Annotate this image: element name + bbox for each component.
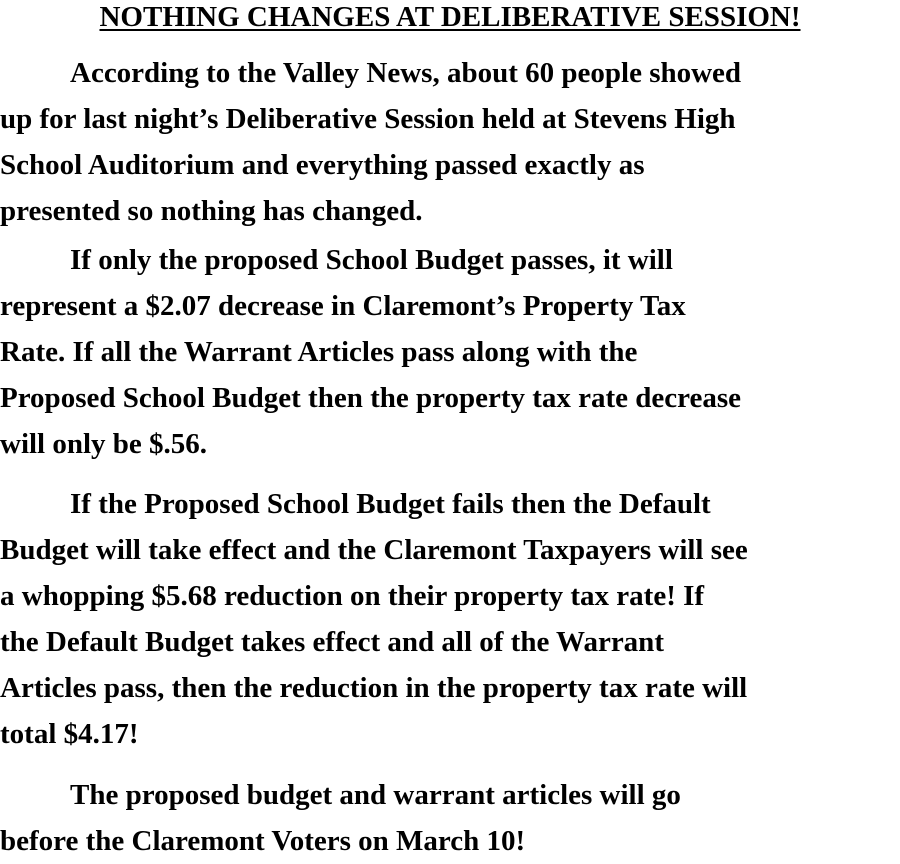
paragraph-line: presented so nothing has changed.	[0, 195, 423, 227]
paragraph-line: If only the proposed School Budget passes, it will	[70, 244, 673, 276]
paragraph-line: According to the Valley News, about 60 people showed	[70, 57, 742, 89]
headline: NOTHING CHANGES AT DELIBERATIVE SESSION!	[99, 1, 801, 33]
paragraph-line: represent a $2.07 decrease in Claremont’s Property Tax	[0, 290, 686, 322]
paragraph-line: Rate. If all the Warrant Articles pass along with the	[0, 336, 638, 368]
paragraph-line: Proposed School Budget then the property tax rate decrease	[0, 382, 742, 414]
paragraph-line: School Auditorium and everything passed exactly as	[0, 149, 645, 181]
paragraph-line: Articles pass, then the reduction in the property tax rate will	[0, 672, 748, 704]
paragraph-line: The proposed budget and warrant articles will go	[70, 779, 681, 811]
paragraph-line: total $4.17!	[0, 718, 139, 750]
paragraph-school-budget	[0, 237, 900, 467]
paragraph-line: Budget will take effect and the Claremont Taxpayers will see	[0, 534, 748, 566]
paragraph-line: before the Claremont Voters on March 10!	[0, 825, 526, 857]
paragraph-default-budget	[0, 481, 900, 757]
paragraph-line: up for last night’s Deliberative Session held at Stevens High	[0, 103, 736, 135]
paragraph-line: will only be $.56.	[0, 428, 208, 460]
paragraph-line: If the Proposed School Budget fails then the Default	[70, 488, 711, 520]
paragraph-deliberative-session	[0, 50, 900, 234]
paragraph-line: the Default Budget takes effect and all of the Warrant	[0, 626, 664, 658]
paragraph-line: a whopping $5.68 reduction on their property tax rate! If	[0, 580, 705, 612]
paragraph-voting-date	[0, 772, 900, 864]
